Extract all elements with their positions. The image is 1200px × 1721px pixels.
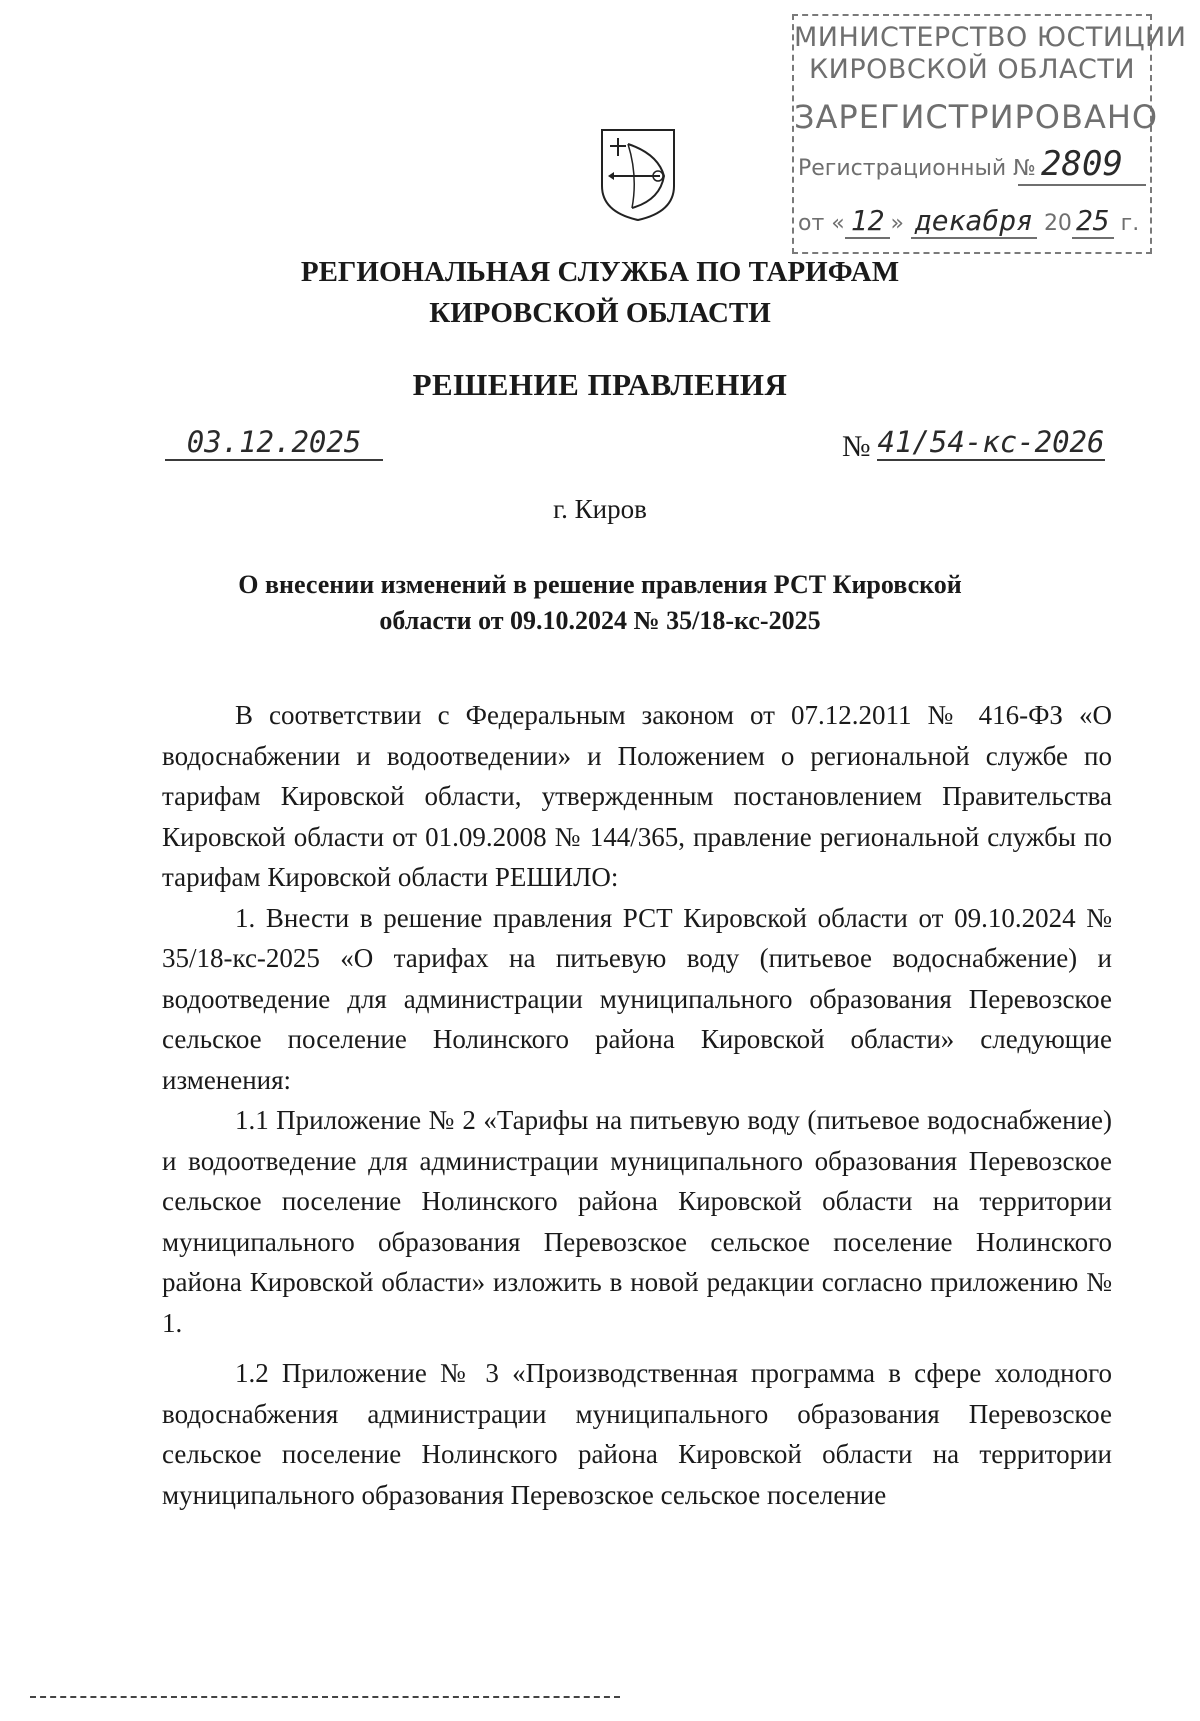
- stamp-regno-label: Регистрационный №: [798, 156, 1037, 181]
- city: г. Киров: [553, 494, 647, 524]
- subject-line1: О внесении изменений в решение правления РСТ Кировской: [238, 570, 962, 599]
- stamp-date-prefix: от «: [798, 211, 845, 236]
- paragraph-item-1-2: 1.2 Приложение № 3 «Производственная программа в сфере холодного водоснабжения администрации муниципального образования Перевозское сельское поселение Нолинского района Кировской области на территории муниципального образования Перевозское сельское поселение: [162, 1358, 1112, 1510]
- paragraph-item-1-1: 1.1 Приложение № 2 «Тарифы на питьевую воду (питьевое водоснабжение) и водоотведение для администрации муниципального образования Перевозское сельское поселение Нолинского района Кировской области на территории муниципального образования Перевозское сельское поселение Нолинского района Кировской области» изложить в новой редакции согласно приложению № 1.: [162, 1105, 1112, 1338]
- coat-of-arms-icon: [598, 126, 678, 222]
- stamp-month: декабря: [911, 204, 1037, 239]
- registration-stamp: [792, 14, 1187, 254]
- stamp-ministry: МИНИСТЕРСТВО ЮСТИЦИИ: [794, 22, 1187, 53]
- agency-name-line1: РЕГИОНАЛЬНАЯ СЛУЖБА ПО ТАРИФАМ: [300, 256, 900, 288]
- stamp-day: 12: [845, 204, 891, 239]
- decision-number-label: №: [842, 430, 871, 463]
- stamp-date-row: [798, 204, 1139, 237]
- stamp-year-suffix: 25: [1072, 204, 1114, 239]
- document-body: [162, 695, 1112, 1515]
- decision-date: 03.12.2025: [165, 425, 383, 461]
- document-type: РЕШЕНИЕ ПРАВЛЕНИЯ: [412, 367, 788, 402]
- stamp-year-prefix: 20: [1043, 211, 1072, 236]
- stamp-registered: ЗАРЕГИСТРИРОВАНО: [794, 98, 1159, 136]
- stamp-year-unit: г.: [1120, 211, 1140, 236]
- stamp-regno-value: 2809: [1018, 144, 1146, 186]
- stamp-region: КИРОВСКОЙ ОБЛАСТИ: [808, 54, 1136, 85]
- paragraph-item-1: 1. Внести в решение правления РСТ Кировской области от 09.10.2024 № 35/18-кс-2025 «О тарифах на питьевую воду (питьевое водоснабжение) и водоотведение для администрации муниципального образования Перевозское сельское поселение Нолинского района Кировской области» следующие изменения:: [162, 902, 1112, 1095]
- agency-name-line2: КИРОВСКОЙ ОБЛАСТИ: [429, 297, 771, 329]
- bottom-divider: [30, 1696, 620, 1698]
- paragraph-preamble: В соответствии с Федеральным законом от 07.12.2011 № 416-ФЗ «О водоснабжении и водоотведении» и Положением о региональной службе по тарифам Кировской области, утвержденным постановлением Правительства Кировской области от 01.09.2008 № 144/365, правление региональной службы по тарифам Кировской области РЕШИЛО:: [162, 700, 1112, 892]
- stamp-quote-close: »: [890, 211, 904, 236]
- subject-line2: области от 09.10.2024 № 35/18-кс-2025: [379, 606, 821, 635]
- decision-number: 41/54-кс-2026: [877, 425, 1105, 459]
